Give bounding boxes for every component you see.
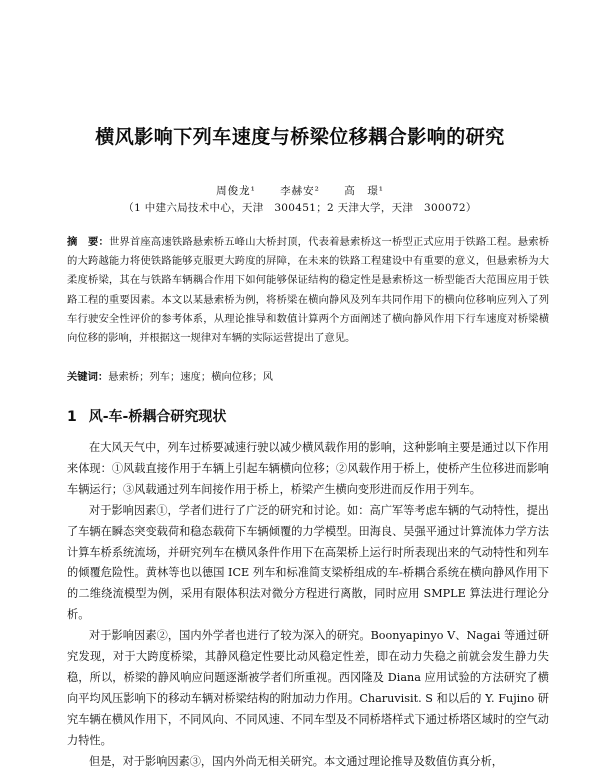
body-text [67, 438, 549, 773]
body-paragraph: 对于影响因素②，国内外学者也进行了较为深入的研究。Boonyapinyo V、Nagai 等通过研究发现，对于大跨度桥梁，其静风稳定性要比动风稳定性差，即在动力失稳之前就会发生静力失稳，所以，桥梁的静风响应问题逐渐被学者们所重视。西冈隆及 Diana 应用试验的方法研究了横向平均风压影响下的移动车辆对桥梁结构的附加动力作用。Charuvisit. S 和以后的 Y. Fujino 研究车辆在横风作用下，不同风向、不同风速、不同车型及不同桥塔样式下通过桥塔区域时的空气动力特性。 [67, 629, 549, 747]
section-title: 风-车-桥耦合研究现状 [88, 409, 227, 425]
body-paragraph: 但是，对于影响因素③，国内外尚无相关研究。本文通过理论推导及数值仿真分析， [89, 754, 503, 768]
author-list [0, 183, 600, 198]
body-paragraph: 对于影响因素①，学者们进行了广泛的研究和讨论。如：高广军等考虑车辆的气动特性，提出了车辆在瞬态突变载荷和稳态载荷下车辆倾覆的力学模型。田海良、吴强平通过计算流体力学方法计算车桥系统流场，并研究列车在横风条件作用下在高架桥上运行时所表现出来的气动特性和列车的倾覆危险性。黄林等也以德国 ICE 列车和标准简支梁桥组成的车-桥耦合系统在横向静风作用下的二维绕流模型为例，采用有限体积法对微分方程进行离散，同时应用 SMPLE 算法进行理论分析。 [67, 503, 549, 622]
section-heading [67, 406, 547, 426]
body-paragraph: 在大风天气中，列车过桥要减速行驶以减少横风载作用的影响，这种影响主要是通过以下作用来体现：①风载直接作用于车辆上引起车辆横向位移；②风载作用于桥上，使桥产生位移进而影响车辆运行；③风载通过列车间接作用于桥上，桥梁产生横向变形进而反作用于列车。 [67, 441, 549, 496]
abstract-label: 摘 要： [67, 236, 109, 248]
abstract-text: 世界首座高速铁路悬索桥五峰山大桥封顶，代表着悬索桥这一桥型正式应用于铁路工程。悬索桥的大跨越能力将使铁路能够克服更大跨度的屏障，在未来的铁路工程建设中有重要的意义，但悬索桥为大柔度桥梁，其在与铁路车辆耦合作用下如何能够保证结构的稳定性是悬索桥这一桥型能否大范围应用于铁路工程的重要因素。本文以某悬索桥为例，将桥梁在横向静风及列车共同作用下的横向位移响应列入了列车行驶安全性评价的参考体系，从理论推导和数值计算两个方面阐述了横向静风作用下行车速度对桥梁横向位移的影响，并根据这一规律对车辆的实际运营提出了意见。 [67, 236, 550, 345]
abstract [67, 233, 549, 348]
author-name: 高 璟¹ [344, 185, 384, 197]
keywords [67, 368, 549, 387]
section-number: 1 [67, 409, 77, 425]
keywords-label: 关键词： [67, 371, 109, 383]
keywords-text: 悬索桥；列车；速度；横向位移；风 [108, 371, 273, 383]
affiliation: （1 中建六局技术中心，天津 300451；2 天津大学，天津 300072） [123, 202, 477, 214]
author-name: 周俊龙¹ [216, 185, 256, 197]
paper-title: 横风影响下列车速度与桥梁位移耦合影响的研究 [95, 126, 505, 148]
author-name: 李赫安² [280, 185, 320, 197]
